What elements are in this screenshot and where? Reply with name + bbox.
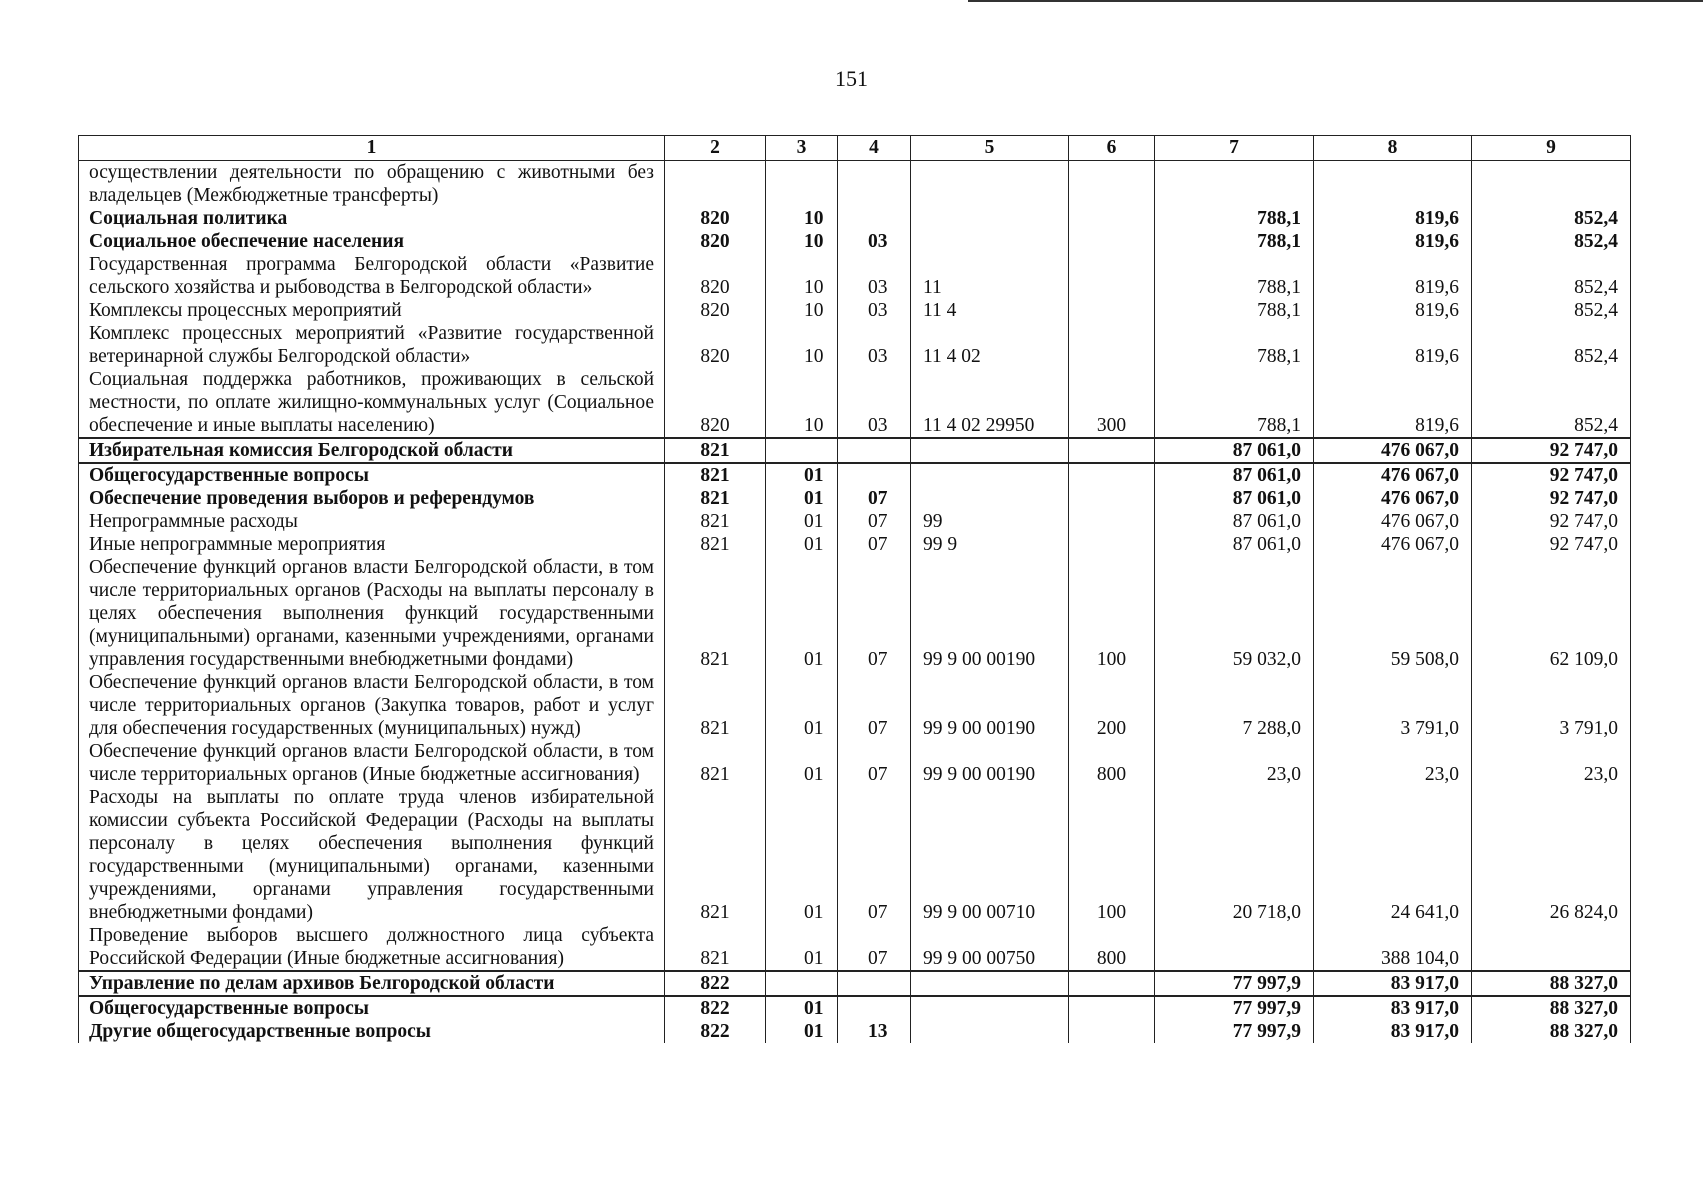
page-number: 151 bbox=[835, 66, 868, 91]
column-header: 9 bbox=[1472, 136, 1631, 161]
target-article-cell: 99 9 00 00750 bbox=[911, 924, 1069, 971]
amount-col7-cell: 59 032,0 bbox=[1155, 556, 1314, 671]
subsection-code-cell: 03 bbox=[838, 368, 911, 438]
amount-col7-cell: 788,1 bbox=[1155, 253, 1314, 299]
admin-code-cell: 821 bbox=[665, 487, 766, 510]
target-article-cell: 99 9 bbox=[911, 533, 1069, 556]
section-code-cell: 10 bbox=[766, 207, 838, 230]
item-name-cell: осуществлении деятельности по обращению с животными без владельцев (Межбюджетные трансферты) bbox=[79, 161, 665, 208]
item-name-cell: Проведение выборов высшего должностного лица субъекта Российской Федерации (Иные бюджетные ассигнования) bbox=[79, 924, 665, 971]
table-body bbox=[79, 161, 1631, 1044]
column-header: 4 bbox=[838, 136, 911, 161]
section-code-cell: 01 bbox=[766, 671, 838, 740]
item-name-cell: Обеспечение проведения выборов и референдумов bbox=[79, 487, 665, 510]
subsection-code-cell: 07 bbox=[838, 510, 911, 533]
amount-col7-cell: 87 061,0 bbox=[1155, 463, 1314, 487]
item-name-cell: Социальная политика bbox=[79, 207, 665, 230]
table-row bbox=[79, 924, 1631, 971]
amount-col9-cell: 23,0 bbox=[1472, 740, 1631, 786]
table-header-row bbox=[79, 136, 1631, 161]
expense-type-cell bbox=[1069, 161, 1155, 208]
expense-type-cell bbox=[1069, 230, 1155, 253]
subsection-code-cell: 07 bbox=[838, 533, 911, 556]
item-name-cell: Другие общегосударственные вопросы bbox=[79, 1020, 665, 1043]
expense-type-cell bbox=[1069, 322, 1155, 368]
item-name-cell: Общегосударственные вопросы bbox=[79, 996, 665, 1020]
amount-col8-cell: 476 067,0 bbox=[1314, 510, 1472, 533]
amount-col7-cell: 788,1 bbox=[1155, 207, 1314, 230]
amount-col7-cell: 20 718,0 bbox=[1155, 786, 1314, 924]
section-code-cell: 01 bbox=[766, 996, 838, 1020]
admin-code-cell: 820 bbox=[665, 322, 766, 368]
expense-type-cell: 300 bbox=[1069, 368, 1155, 438]
table-row bbox=[79, 161, 1631, 208]
amount-col8-cell: 3 791,0 bbox=[1314, 671, 1472, 740]
section-code-cell: 01 bbox=[766, 510, 838, 533]
table-row bbox=[79, 438, 1631, 463]
amount-col7-cell: 87 061,0 bbox=[1155, 438, 1314, 463]
item-name-cell: Обеспечение функций органов власти Белгородской области, в том числе территориальных органов (Расходы на выплаты персоналу в целях обеспечения выполнения функций государственными (муниципальными) органами, казенными учреждениями, органами управления государственными внебюджетными фондами) bbox=[79, 556, 665, 671]
subsection-code-cell: 03 bbox=[838, 322, 911, 368]
subsection-code-cell bbox=[838, 996, 911, 1020]
target-article-cell bbox=[911, 487, 1069, 510]
admin-code-cell: 821 bbox=[665, 786, 766, 924]
admin-code-cell: 822 bbox=[665, 996, 766, 1020]
section-code-cell: 01 bbox=[766, 740, 838, 786]
amount-col9-cell: 92 747,0 bbox=[1472, 438, 1631, 463]
amount-col9-cell: 92 747,0 bbox=[1472, 463, 1631, 487]
table-row bbox=[79, 671, 1631, 740]
amount-col7-cell bbox=[1155, 924, 1314, 971]
amount-col7-cell: 788,1 bbox=[1155, 230, 1314, 253]
amount-col9-cell: 852,4 bbox=[1472, 322, 1631, 368]
expense-type-cell bbox=[1069, 299, 1155, 322]
column-header: 7 bbox=[1155, 136, 1314, 161]
amount-col8-cell: 476 067,0 bbox=[1314, 533, 1472, 556]
subsection-code-cell bbox=[838, 463, 911, 487]
amount-col9-cell: 88 327,0 bbox=[1472, 996, 1631, 1020]
column-header: 2 bbox=[665, 136, 766, 161]
section-code-cell: 10 bbox=[766, 230, 838, 253]
subsection-code-cell: 07 bbox=[838, 556, 911, 671]
expense-type-cell bbox=[1069, 971, 1155, 996]
amount-col7-cell: 77 997,9 bbox=[1155, 996, 1314, 1020]
target-article-cell: 11 4 02 bbox=[911, 322, 1069, 368]
top-rule bbox=[968, 0, 1703, 2]
amount-col9-cell: 852,4 bbox=[1472, 207, 1631, 230]
expense-type-cell: 100 bbox=[1069, 556, 1155, 671]
table-row bbox=[79, 786, 1631, 924]
table-row bbox=[79, 1020, 1631, 1043]
amount-col8-cell: 819,6 bbox=[1314, 368, 1472, 438]
amount-col7-cell: 77 997,9 bbox=[1155, 971, 1314, 996]
table-row bbox=[79, 971, 1631, 996]
amount-col7-cell bbox=[1155, 161, 1314, 208]
amount-col9-cell: 852,4 bbox=[1472, 230, 1631, 253]
item-name-cell: Иные непрограммные мероприятия bbox=[79, 533, 665, 556]
target-article-cell: 99 9 00 00710 bbox=[911, 786, 1069, 924]
target-article-cell: 99 9 00 00190 bbox=[911, 740, 1069, 786]
amount-col7-cell: 788,1 bbox=[1155, 322, 1314, 368]
table-row bbox=[79, 556, 1631, 671]
expense-type-cell: 800 bbox=[1069, 924, 1155, 971]
amount-col8-cell: 819,6 bbox=[1314, 230, 1472, 253]
item-name-cell: Обеспечение функций органов власти Белгородской области, в том числе территориальных органов (Иные бюджетные ассигнования) bbox=[79, 740, 665, 786]
section-code-cell: 01 bbox=[766, 924, 838, 971]
amount-col9-cell: 92 747,0 bbox=[1472, 533, 1631, 556]
section-code-cell bbox=[766, 161, 838, 208]
target-article-cell: 11 4 02 29950 bbox=[911, 368, 1069, 438]
expense-type-cell: 200 bbox=[1069, 671, 1155, 740]
target-article-cell bbox=[911, 438, 1069, 463]
amount-col9-cell: 3 791,0 bbox=[1472, 671, 1631, 740]
amount-col9-cell: 62 109,0 bbox=[1472, 556, 1631, 671]
section-code-cell: 01 bbox=[766, 1020, 838, 1043]
section-code-cell bbox=[766, 438, 838, 463]
item-name-cell: Избирательная комиссия Белгородской области bbox=[79, 438, 665, 463]
admin-code-cell: 821 bbox=[665, 671, 766, 740]
table-row bbox=[79, 299, 1631, 322]
amount-col9-cell: 92 747,0 bbox=[1472, 510, 1631, 533]
amount-col8-cell: 83 917,0 bbox=[1314, 1020, 1472, 1043]
amount-col9-cell: 88 327,0 bbox=[1472, 971, 1631, 996]
expense-type-cell: 100 bbox=[1069, 786, 1155, 924]
subsection-code-cell: 07 bbox=[838, 487, 911, 510]
subsection-code-cell: 03 bbox=[838, 230, 911, 253]
target-article-cell bbox=[911, 971, 1069, 996]
table-row bbox=[79, 463, 1631, 487]
admin-code-cell: 821 bbox=[665, 533, 766, 556]
expense-type-cell bbox=[1069, 487, 1155, 510]
admin-code-cell: 821 bbox=[665, 463, 766, 487]
subsection-code-cell bbox=[838, 207, 911, 230]
item-name-cell: Расходы на выплаты по оплате труда членов избирательной комиссии субъекта Российской Федерации (Расходы на выплаты персоналу в целях обеспечения выполнения функций государственными (муниципальными) органами, казенными учреждениями, органами управления государственными внебюджетными фондами) bbox=[79, 786, 665, 924]
amount-col7-cell: 87 061,0 bbox=[1155, 487, 1314, 510]
amount-col8-cell: 819,6 bbox=[1314, 207, 1472, 230]
item-name-cell: Непрограммные расходы bbox=[79, 510, 665, 533]
target-article-cell bbox=[911, 230, 1069, 253]
section-code-cell: 01 bbox=[766, 463, 838, 487]
amount-col8-cell: 24 641,0 bbox=[1314, 786, 1472, 924]
table-row bbox=[79, 322, 1631, 368]
item-name-cell: Государственная программа Белгородской области «Развитие сельского хозяйства и рыбоводства в Белгородской области» bbox=[79, 253, 665, 299]
expense-type-cell bbox=[1069, 253, 1155, 299]
admin-code-cell: 820 bbox=[665, 230, 766, 253]
section-code-cell: 10 bbox=[766, 253, 838, 299]
amount-col7-cell: 77 997,9 bbox=[1155, 1020, 1314, 1043]
amount-col9-cell: 92 747,0 bbox=[1472, 487, 1631, 510]
amount-col7-cell: 788,1 bbox=[1155, 368, 1314, 438]
subsection-code-cell bbox=[838, 161, 911, 208]
amount-col7-cell: 23,0 bbox=[1155, 740, 1314, 786]
expense-type-cell bbox=[1069, 207, 1155, 230]
budget-table bbox=[78, 135, 1631, 1043]
subsection-code-cell: 03 bbox=[838, 253, 911, 299]
section-code-cell: 10 bbox=[766, 368, 838, 438]
admin-code-cell bbox=[665, 161, 766, 208]
amount-col8-cell: 23,0 bbox=[1314, 740, 1472, 786]
admin-code-cell: 820 bbox=[665, 299, 766, 322]
section-code-cell: 10 bbox=[766, 322, 838, 368]
item-name-cell: Управление по делам архивов Белгородской области bbox=[79, 971, 665, 996]
target-article-cell: 99 9 00 00190 bbox=[911, 671, 1069, 740]
item-name-cell: Общегосударственные вопросы bbox=[79, 463, 665, 487]
admin-code-cell: 821 bbox=[665, 510, 766, 533]
amount-col8-cell: 819,6 bbox=[1314, 322, 1472, 368]
subsection-code-cell: 13 bbox=[838, 1020, 911, 1043]
amount-col7-cell: 7 288,0 bbox=[1155, 671, 1314, 740]
target-article-cell bbox=[911, 207, 1069, 230]
subsection-code-cell: 07 bbox=[838, 924, 911, 971]
section-code-cell: 01 bbox=[766, 556, 838, 671]
table-row bbox=[79, 230, 1631, 253]
table-row bbox=[79, 487, 1631, 510]
amount-col8-cell: 388 104,0 bbox=[1314, 924, 1472, 971]
admin-code-cell: 820 bbox=[665, 207, 766, 230]
admin-code-cell: 821 bbox=[665, 438, 766, 463]
expense-type-cell bbox=[1069, 438, 1155, 463]
target-article-cell: 11 4 bbox=[911, 299, 1069, 322]
admin-code-cell: 822 bbox=[665, 971, 766, 996]
section-code-cell: 01 bbox=[766, 786, 838, 924]
amount-col9-cell: 852,4 bbox=[1472, 368, 1631, 438]
admin-code-cell: 822 bbox=[665, 1020, 766, 1043]
expense-type-cell: 800 bbox=[1069, 740, 1155, 786]
admin-code-cell: 820 bbox=[665, 368, 766, 438]
item-name-cell: Комплекс процессных мероприятий «Развитие государственной ветеринарной службы Белгородской области» bbox=[79, 322, 665, 368]
target-article-cell bbox=[911, 1020, 1069, 1043]
table-row bbox=[79, 533, 1631, 556]
target-article-cell bbox=[911, 161, 1069, 208]
expense-type-cell bbox=[1069, 996, 1155, 1020]
amount-col9-cell: 88 327,0 bbox=[1472, 1020, 1631, 1043]
amount-col8-cell: 83 917,0 bbox=[1314, 971, 1472, 996]
column-header: 1 bbox=[79, 136, 665, 161]
target-article-cell bbox=[911, 463, 1069, 487]
admin-code-cell: 821 bbox=[665, 556, 766, 671]
item-name-cell: Обеспечение функций органов власти Белгородской области, в том числе территориальных органов (Закупка товаров, работ и услуг для обеспечения государственных (муниципальных) нужд) bbox=[79, 671, 665, 740]
amount-col9-cell bbox=[1472, 161, 1631, 208]
table-row bbox=[79, 510, 1631, 533]
item-name-cell: Социальная поддержка работников, проживающих в сельской местности, по оплате жилищно-коммунальных услуг (Социальное обеспечение и иные выплаты населению) bbox=[79, 368, 665, 438]
item-name-cell: Комплексы процессных мероприятий bbox=[79, 299, 665, 322]
column-header: 3 bbox=[766, 136, 838, 161]
expense-type-cell bbox=[1069, 533, 1155, 556]
admin-code-cell: 821 bbox=[665, 924, 766, 971]
amount-col7-cell: 788,1 bbox=[1155, 299, 1314, 322]
table-row bbox=[79, 207, 1631, 230]
section-code-cell bbox=[766, 971, 838, 996]
amount-col8-cell: 476 067,0 bbox=[1314, 487, 1472, 510]
subsection-code-cell: 07 bbox=[838, 740, 911, 786]
amount-col7-cell: 87 061,0 bbox=[1155, 533, 1314, 556]
section-code-cell: 01 bbox=[766, 533, 838, 556]
subsection-code-cell bbox=[838, 971, 911, 996]
subsection-code-cell: 07 bbox=[838, 786, 911, 924]
subsection-code-cell: 03 bbox=[838, 299, 911, 322]
amount-col8-cell: 476 067,0 bbox=[1314, 438, 1472, 463]
expense-type-cell bbox=[1069, 463, 1155, 487]
target-article-cell bbox=[911, 996, 1069, 1020]
table-row bbox=[79, 740, 1631, 786]
target-article-cell: 99 9 00 00190 bbox=[911, 556, 1069, 671]
admin-code-cell: 821 bbox=[665, 740, 766, 786]
subsection-code-cell bbox=[838, 438, 911, 463]
section-code-cell: 10 bbox=[766, 299, 838, 322]
amount-col7-cell: 87 061,0 bbox=[1155, 510, 1314, 533]
section-code-cell: 01 bbox=[766, 487, 838, 510]
amount-col9-cell: 852,4 bbox=[1472, 253, 1631, 299]
expense-type-cell bbox=[1069, 1020, 1155, 1043]
target-article-cell: 11 bbox=[911, 253, 1069, 299]
amount-col8-cell: 819,6 bbox=[1314, 299, 1472, 322]
amount-col8-cell: 476 067,0 bbox=[1314, 463, 1472, 487]
amount-col8-cell: 83 917,0 bbox=[1314, 996, 1472, 1020]
amount-col8-cell: 819,6 bbox=[1314, 253, 1472, 299]
column-header: 6 bbox=[1069, 136, 1155, 161]
table-row bbox=[79, 253, 1631, 299]
expense-type-cell bbox=[1069, 510, 1155, 533]
column-header: 8 bbox=[1314, 136, 1472, 161]
subsection-code-cell: 07 bbox=[838, 671, 911, 740]
admin-code-cell: 820 bbox=[665, 253, 766, 299]
table-row bbox=[79, 996, 1631, 1020]
table-row bbox=[79, 368, 1631, 438]
amount-col8-cell bbox=[1314, 161, 1472, 208]
target-article-cell: 99 bbox=[911, 510, 1069, 533]
amount-col9-cell bbox=[1472, 924, 1631, 971]
amount-col9-cell: 26 824,0 bbox=[1472, 786, 1631, 924]
amount-col8-cell: 59 508,0 bbox=[1314, 556, 1472, 671]
item-name-cell: Социальное обеспечение населения bbox=[79, 230, 665, 253]
amount-col9-cell: 852,4 bbox=[1472, 299, 1631, 322]
column-header: 5 bbox=[911, 136, 1069, 161]
